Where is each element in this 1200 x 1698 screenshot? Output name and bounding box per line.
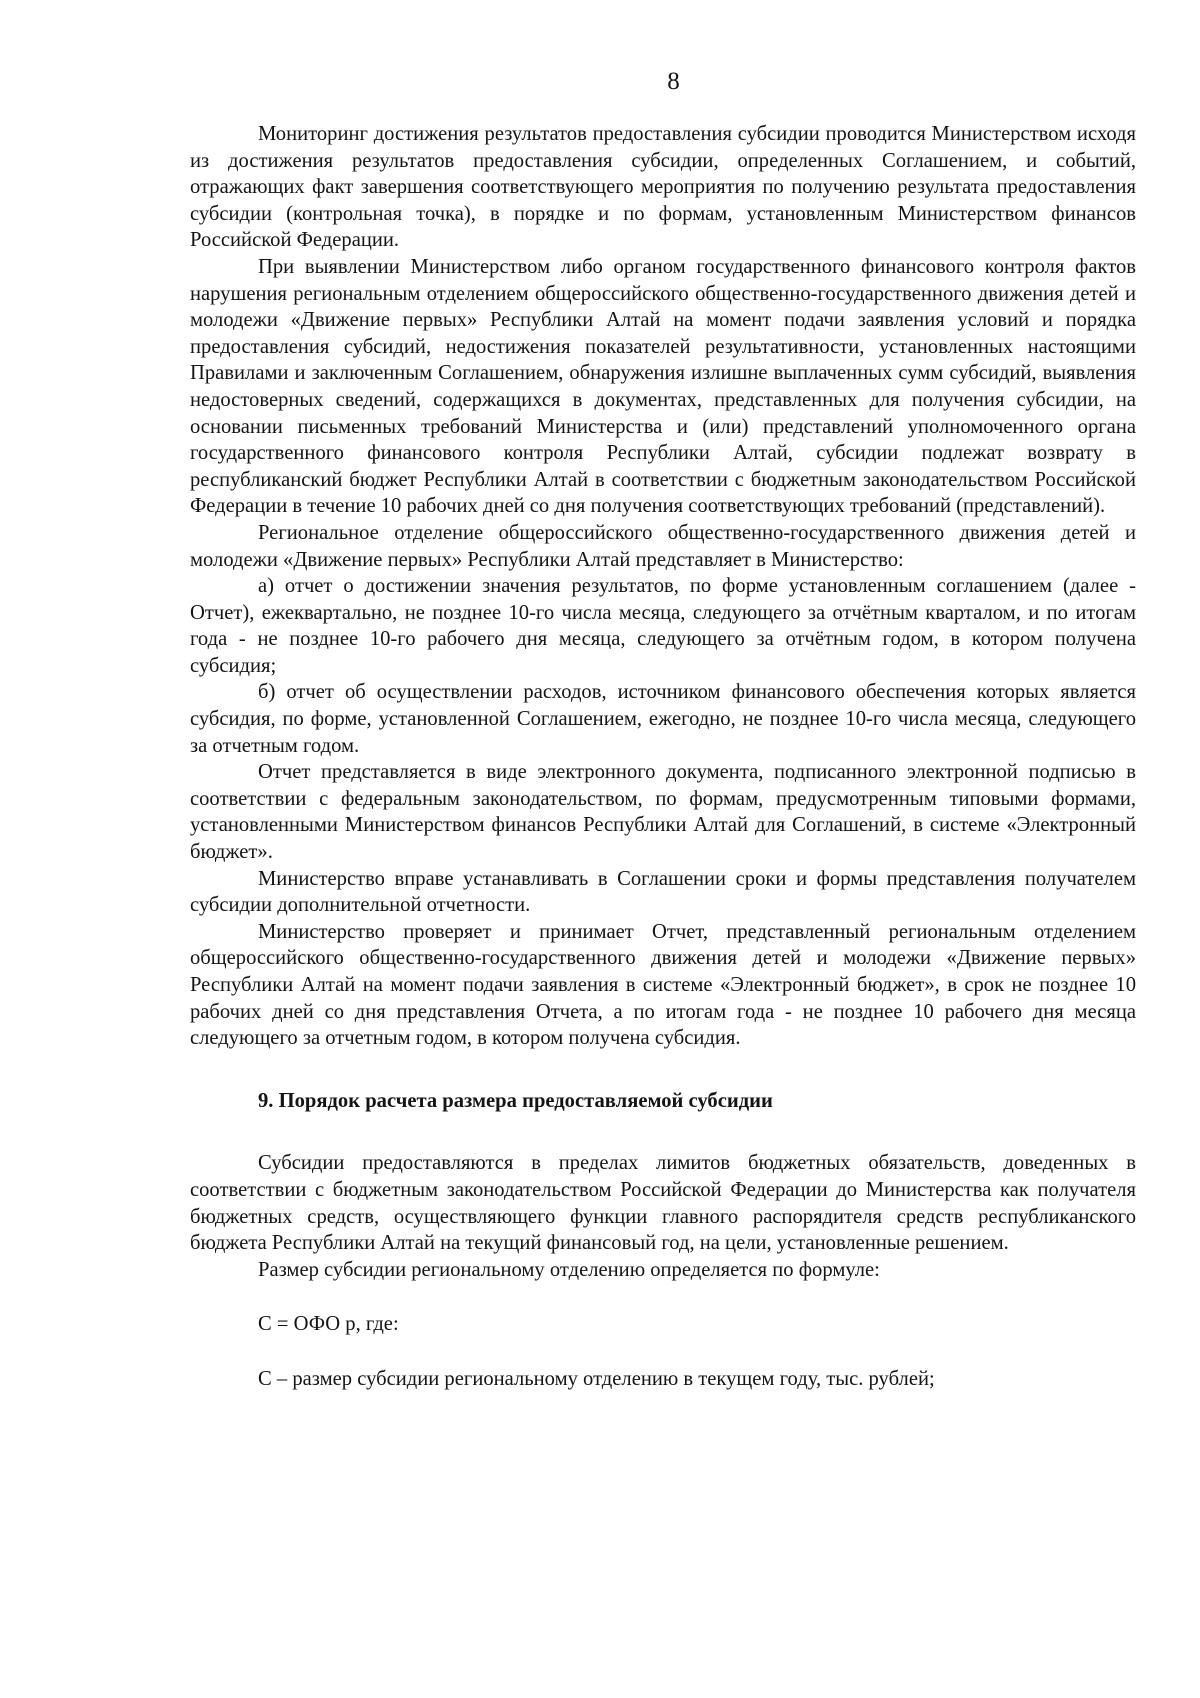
section-heading: 9. Порядок расчета размера предоставляемой субсидии xyxy=(258,1089,773,1112)
paragraph-subsidy-limits: Субсидии предоставляются в пределах лимитов бюджетных обязательств, доведенных в соответствии с бюджетным законодательством Российской Федерации до Министерства как получателя бюджетных средств, осуществляющего функции главного распорядителя средств республиканского бюджета Республики Алтай на текущий финансовый год, на цели, установленные решением. xyxy=(190,1152,1136,1255)
paragraph-electronic-report: Отчет представляется в виде электронного документа, подписанного электронной подписью в соответствии с федеральным законодательством, по формам, предусмотренным типовыми формами, установленными Министерством финансов Республики Алтай для Соглашений, в системе «Электронный бюджет». xyxy=(190,761,1136,864)
paragraph-violations-refund: При выявлении Министерством либо органом государственного финансового контроля фактов нарушения региональным отделением общероссийского общественно-государственного движения детей и молодежи «Движение первых» Республики Алтай на момент подачи заявления условий и порядка предоставления субсидий, недостижения показателей результативности, установленных настоящими Правилами и заключенным Соглашением, обнаружения излишне выплаченных сумм субсидий, выявления недостоверных сведений, содержащихся в документах, представленных для получения субсидии, на основании письменных требований Министерства и (или) представлений уполномоченного органа государственного финансового контроля Республики Алтай, субсидии подлежат возврату в республиканский бюджет Республики Алтай в соответствии с бюджетным законодательством Российской Федерации в течение 10 рабочих дней со дня получения соответствующих требований (представлений). xyxy=(190,255,1136,518)
formula: С = ОФО р, где: xyxy=(258,1313,399,1336)
paragraph-report-item-a: а) отчет о достижении значения результатов, по форме установленным соглашением (далее - Отчет), ежеквартально, не позднее 10-го числа месяца, следующего за отчётным кварталом, и по итогам года - не позднее 10-го рабочего дня месяца, следующего за отчётным годом, в котором получена субсидия; xyxy=(190,575,1136,677)
paragraph-report-item-b: б) отчет об осуществлении расходов, источником финансового обеспечения которых является субсидия, по форме, установленной Соглашением, ежегодно, не позднее 10-го числа месяца, следующего за отчетным годом. xyxy=(190,681,1136,757)
paragraph-report-acceptance: Министерство проверяет и принимает Отчет, представленный региональным отделением общероссийского общественно-государственного движения детей и молодежи «Движение первых» Республики Алтай на момент подачи заявления в системе «Электронный бюджет», в срок не позднее 10 рабочих дней со дня представления Отчета, а по итогам года - не позднее 10 рабочего дня месяца следующего за отчетным годом, в котором получена субсидия. xyxy=(190,920,1136,1050)
document-body xyxy=(190,121,1136,1393)
paragraph-additional-reporting: Министерство вправе устанавливать в Соглашении сроки и формы представления получателем субсидии дополнительной отчетности. xyxy=(190,867,1136,917)
page-number: 8 xyxy=(667,68,681,95)
paragraph-formula-intro: Размер субсидии региональному отделению определяется по формуле: xyxy=(258,1258,880,1281)
paragraph-reporting-intro: Региональное отделение общероссийского общественно-государственного движения детей и молодежи «Движение первых» Республики Алтай представляет в Министерство: xyxy=(190,521,1136,571)
paragraph-monitoring: Мониторинг достижения результатов предоставления субсидии проводится Министерством исходя из достижения результатов предоставления субсидии, определенных Соглашением, и событий, отражающих факт завершения соответствующего мероприятия по получению результата предоставления субсидии (контрольная точка), в порядке и по формам, установленным Министерством финансов Российской Федерации. xyxy=(190,123,1136,252)
formula-definition: С – размер субсидии региональному отделению в текущем году, тыс. рублей; xyxy=(258,1367,935,1390)
